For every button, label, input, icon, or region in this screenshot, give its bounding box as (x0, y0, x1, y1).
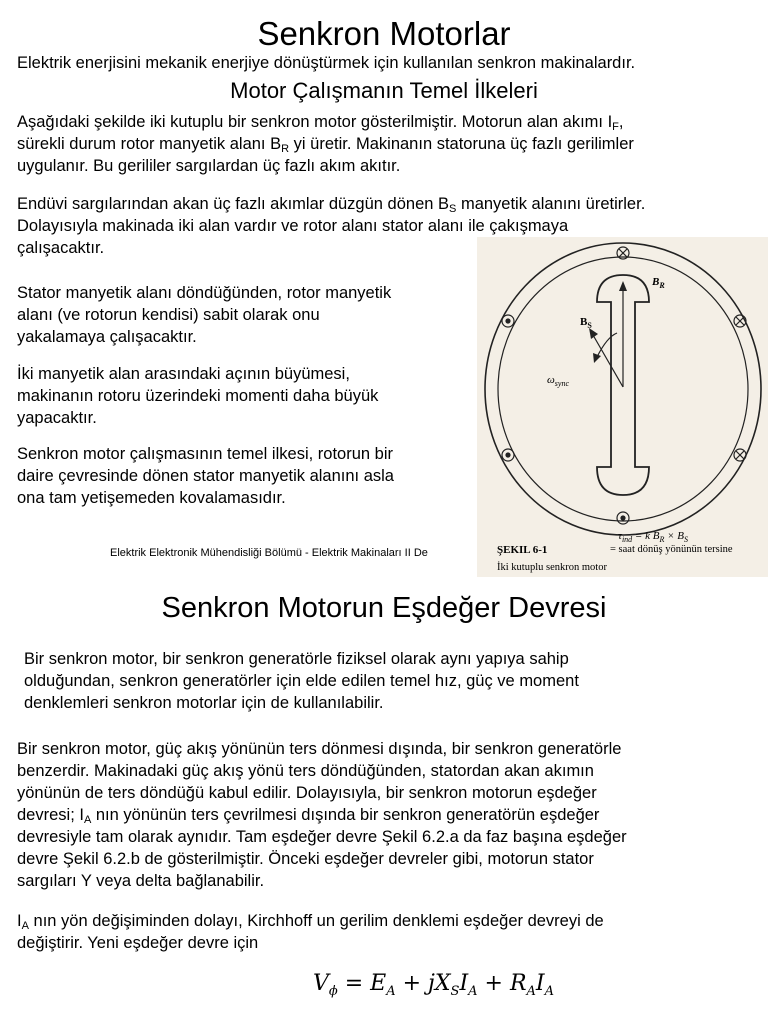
paragraph-5: Senkron motor çalışmasının temel ilkesi, rotorun bir daire çevresinde dönen stator manyetik alanını asla ona tam yetişemeden kovalamasıdır. (17, 445, 394, 507)
label-bs: $B_S$ (580, 316, 592, 330)
paragraph-1: Aşağıdaki şekilde iki kutuplu bir senkron motor gösterilmiştir. Motorun alan akımı $I_F$, sürekli durum rotor manyetik alanı $B_R$ yi üretir. Makinanın statoruna üç fazlı gerilimler uygulanır. Bu gerililer sargılardan üç fazlı akım akıtır. (17, 113, 634, 175)
voltage-equation: $V_\phi = E_A + jX_SI_A + R_AI_A$ (313, 971, 555, 999)
conductor-bottom-dot (617, 512, 629, 524)
paragraph-2: Endüvi sargılarından akan üç fazlı akımlar düzgün dönen $B_S$ manyetik alanını üretirler. Dolayısıyla makinada iki alan vardır ve rotor alanı stator alanı ile çakışmaya çalışacaktır. (17, 195, 646, 257)
two-pole-motor-diagram (477, 237, 768, 577)
label-omega-sync: $\omega_{sync}$ (547, 374, 569, 388)
slide-footer: Elektrik Elektronik Mühendisliği Bölümü - Elektrik Makinaları II De (110, 547, 428, 559)
intro-text: Elektrik enerjisini mekanik enerjiye dönüştürmek için kullanılan senkron makinalardır. (17, 54, 636, 72)
paragraph-8: $I_A$ nın yön değişiminden dolayı, Kirchhoff un gerilim denklemi eşdeğer devreyi de değiştirir. Yeni eşdeğer devre için (17, 912, 604, 952)
slide-title: Senkron Motorlar (257, 15, 511, 52)
torque-equation: $\tau_{ind} = k$ $B_R \times B_S$ (618, 530, 688, 544)
paragraph-4: İki manyetik alan arasındaki açının büyümesi, makinanın rotoru üzerindeki momenti daha büyük yapacaktır. (17, 365, 379, 427)
torque-note: = saat dönüş yönünün tersine (610, 544, 733, 555)
figure-number: ŞEKIL 6-1 (497, 544, 548, 556)
conductor-upper-right-cross (734, 315, 746, 327)
figure-caption: İki kutuplu senkron motor (497, 562, 607, 573)
section-subtitle: Motor Çalışmanın Temel İlkeleri (230, 78, 538, 103)
paragraph-6: Bir senkron motor, bir senkron generatörle fiziksel olarak aynı yapıya sahip olduğundan, senkron generatörler için elde edilen temel hız, güç ve moment denklemleri senkron motorlar için de kullanılabilir. (24, 650, 579, 712)
paragraph-3: Stator manyetik alanı döndüğünden, rotor manyetik alanı (ve rotorun kendisi) sabit olarak onu yakalamaya çalışacaktır. (17, 284, 392, 346)
paragraph-7: Bir senkron motor, güç akış yönünün ters dönmesi dışında, bir senkron generatörle benzerdir. Makinadaki güç akış yönü ters döndüğünden, statordan akan akımın yönünün de ters döndüğü kabul edilir. Dolayısıyla, bir senkron motorun eşdeğer devresi; $I_A$ nın yönünün ters çevrilmesi dışında bir senkron generatörün eşdeğer devresiyle tam olarak aynıdır. Tam eşdeğer devre Şekil 6.2.a da faz başına eşdeğer devre Şekil 6.2.b de gösterilmiştir. Önceki eşdeğer devreler gibi, motorun stator sargıları Y veya delta bağlanabilir. (17, 740, 627, 890)
conductor-lower-right-cross (734, 449, 746, 461)
conductor-lower-left-dot (502, 449, 514, 461)
slide-title-2: Senkron Motorun Eşdeğer Devresi (161, 592, 607, 624)
label-br: $B_R$ (652, 276, 665, 290)
conductor-upper-left-dot (502, 315, 514, 327)
motor-figure (477, 237, 768, 577)
